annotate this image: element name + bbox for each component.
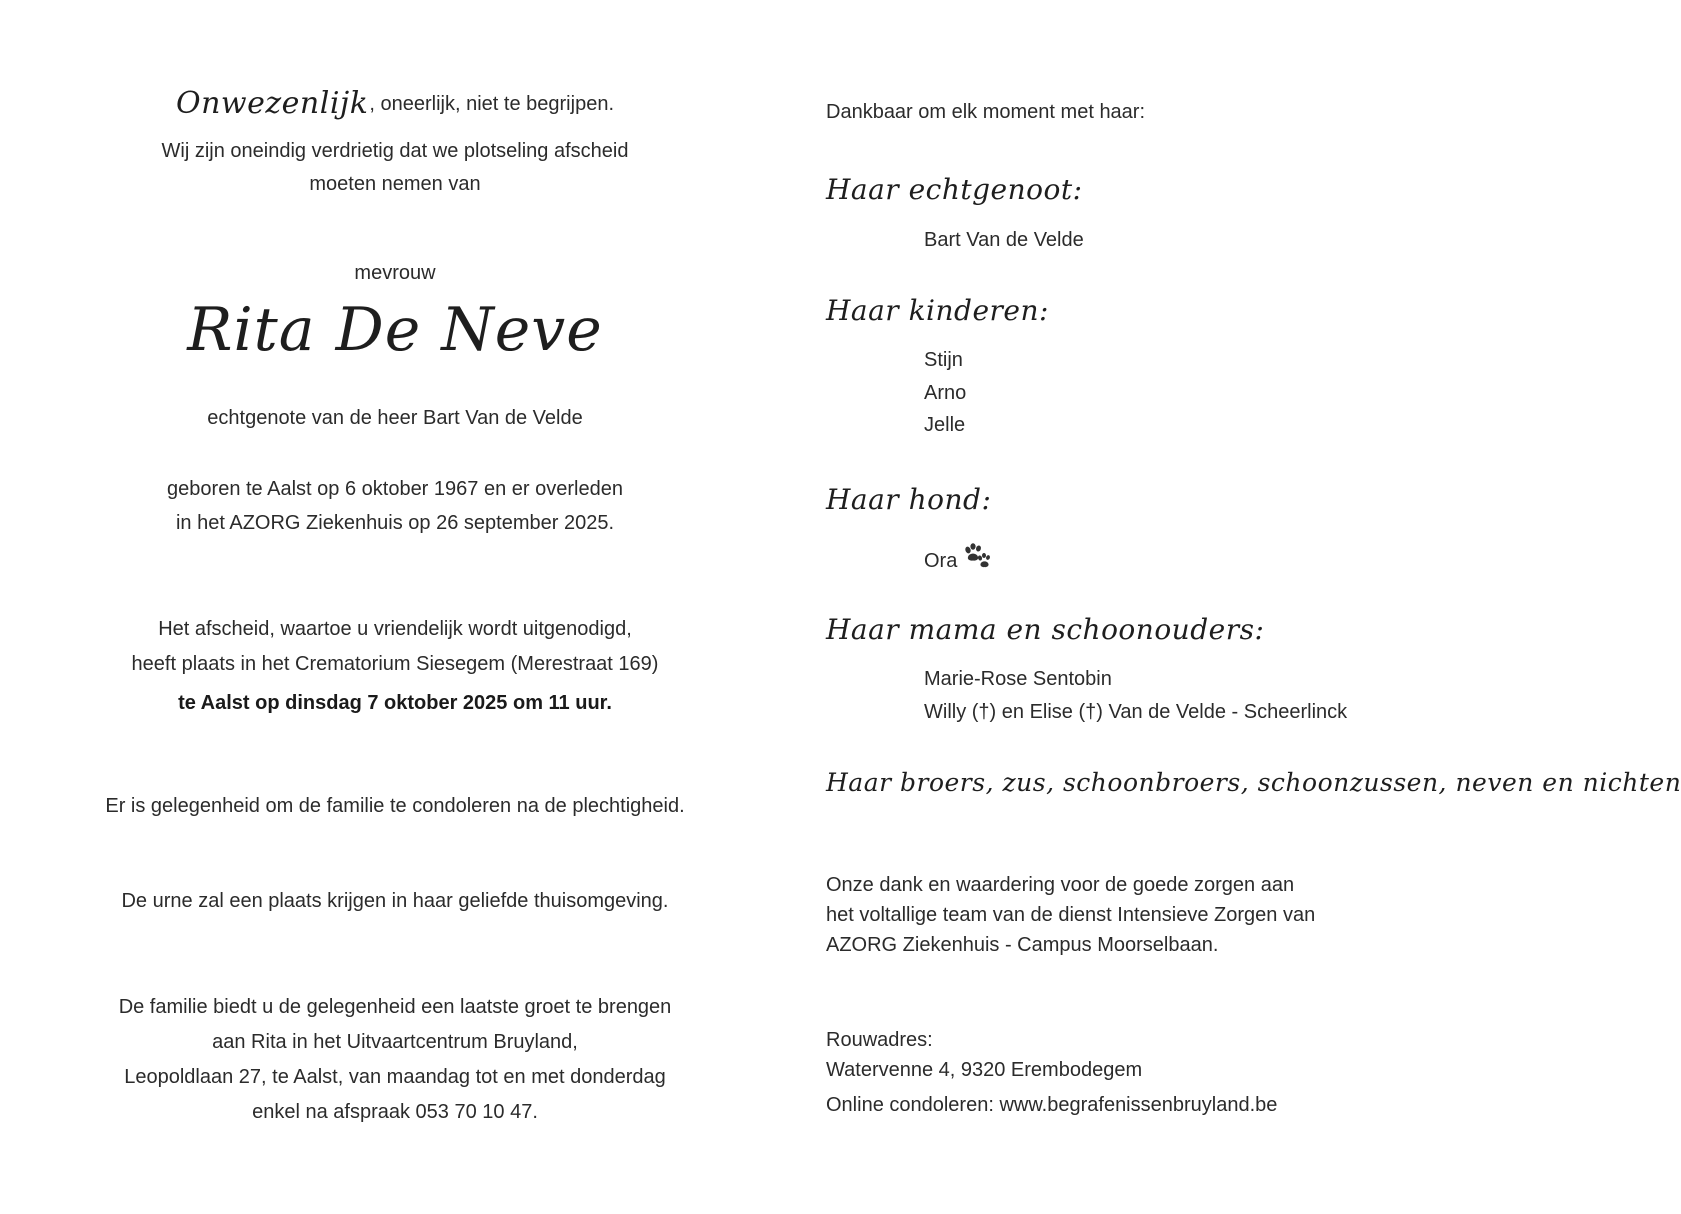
child-name: Jelle	[924, 414, 966, 436]
condolence-line: Er is gelegenheid om de familie te condoleren na de plechtigheid.	[105, 795, 685, 817]
visit-line-4: enkel na afspraak 053 70 10 47.	[252, 1101, 538, 1123]
paw-print-icon	[963, 543, 991, 576]
husband-heading: Haar echtgenoot:	[826, 173, 1083, 206]
farewell-line-3: te Aalst op dinsdag 7 oktober 2025 om 11 uur.	[178, 692, 612, 714]
born-line-2: in het AZORG Ziekenhuis op 26 september 2025.	[175, 512, 615, 534]
dog-line	[924, 543, 991, 576]
visit-line-2: aan Rita in het Uitvaartcentrum Bruyland,	[212, 1031, 578, 1053]
children-heading: Haar kinderen:	[826, 294, 1049, 327]
parent-name-2: Willy (†) en Elise (†) Van de Velde - Scheerlinck	[924, 701, 1348, 723]
address-label: Rouwadres:	[826, 1029, 933, 1051]
parent-name-1: Marie-Rose Sentobin	[924, 668, 1112, 690]
thanks-line-1: Onze dank en waardering voor de goede zorgen aan	[826, 874, 1295, 896]
intro-line-1: Wij zijn oneindig verdrietig dat we plotseling afscheid	[161, 140, 629, 162]
thanks-line-3: AZORG Ziekenhuis - Campus Moorselbaan.	[826, 934, 1219, 956]
address: Watervenne 4, 9320 Erembodegem	[826, 1059, 1143, 1081]
spouse-line: echtgenote van de heer Bart Van de Velde	[207, 407, 583, 429]
farewell-line-2: heeft plaats in het Crematorium Siesegem (Merestraat 169)	[131, 653, 659, 675]
parents-heading: Haar mama en schoonouders:	[826, 613, 1265, 646]
honorific: mevrouw	[354, 262, 436, 284]
child-name: Arno	[924, 382, 967, 404]
dog-name: Ora	[924, 550, 958, 572]
visit-line-3: Leopoldlaan 27, te Aalst, van maandag tot en met donderdag	[124, 1066, 666, 1088]
thanks-line-2: het voltallige team van de dienst Intensieve Zorgen van	[826, 904, 1316, 926]
child-name: Stijn	[924, 349, 963, 371]
dog-heading: Haar hond:	[826, 483, 992, 516]
online-condolence: Online condoleren: www.begrafenissenbruyland.be	[826, 1094, 1278, 1116]
farewell-line-1: Het afscheid, waartoe u vriendelijk wordt uitgenodigd,	[158, 618, 632, 640]
husband-name: Bart Van de Velde	[924, 229, 1084, 251]
urn-line: De urne zal een plaats krijgen in haar geliefde thuisomgeving.	[121, 890, 669, 912]
intro-line-2: moeten nemen van	[309, 173, 481, 195]
thanks-intro: Dankbaar om elk moment met haar:	[826, 101, 1146, 123]
siblings-heading: Haar broers, zus, schoonbroers, schoonzussen, neven en nichten	[826, 768, 1681, 797]
deceased-name: Rita De Neve	[187, 295, 603, 365]
opener-script-word: Onwezenlijk	[176, 86, 369, 121]
opener-rest: , oneerlijk, niet te begrijpen.	[369, 93, 614, 115]
born-line-1: geboren te Aalst op 6 oktober 1967 en er overleden	[167, 478, 623, 500]
opener-line	[60, 84, 730, 123]
visit-line-1: De familie biedt u de gelegenheid een laatste groet te brengen	[118, 996, 672, 1018]
